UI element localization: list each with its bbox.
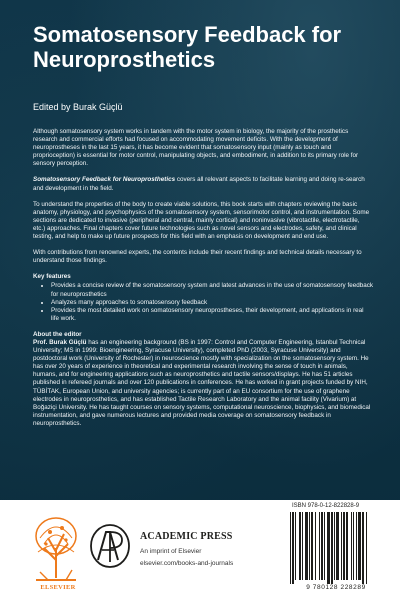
editor-name: Prof. Burak Güçlü bbox=[33, 338, 87, 346]
publisher-imprint: An imprint of Elsevier bbox=[140, 548, 202, 555]
publisher-name: ACADEMIC PRESS bbox=[140, 531, 233, 542]
description-paragraph-1: Although somatosensory system works in tandem with the motor system in biology, the majority of the prosthetics research and commercial efforts had focused on accommodating movement deficits. With the development of neuroprostheses in the last 15 years, it has become evident that somatosensory input (mainly as touch and proprioception) is essential for motor control, manipulating objects, and embodiment, in addition to its primary role for sensory perception. bbox=[33, 128, 359, 168]
back-cover-text bbox=[33, 128, 373, 428]
editor-bio: has an engineering background (BS in 1997: Control and Computer Engineering, Istanbul Technical University; MS in 1999: Bioengineering, Syracuse University), completed PhD (2003, Syracuse University) and postdoctoral work (University of Rochester) in neuroscience mostly with specialization on the somatosensory system. He has over 20 years of experience in theoretical and experimental research involving the sense of touch in animals, humans, and for engineering applications such as neuroprosthetics and tactile sensors/displays. He has 51 articles published in refereed journals and over 120 publications in conferences. He has worked in grant projects funded by NIH, TÜBİTAK, European Union, and university agencies; is currently part of an EU consortium for the use of graphene electrodes in neuroprosthetics, and has established Tactile Research Laboratory and the animal facility (Vivarium) at Boğaziçi University. He has taught courses on sensory systems, computational neuroscience, biophysics, and biomedical instrumentation, and gave numerous lectures and provided media coverage on somatosensory feedback in neuroprosthetics. bbox=[33, 338, 371, 427]
publisher-url: elsevier.com/books-and-journals bbox=[140, 560, 234, 567]
barcode-icon bbox=[288, 512, 384, 584]
book-title-inline: Somatosensory Feedback for Neuroprosthetics bbox=[33, 176, 176, 184]
description-paragraph-4: With contributions from renowned experts, the contents include their recent findings and technical details necessary to understand those findings. bbox=[33, 249, 362, 265]
key-feature-item: • Provides a concise review of the somatosensory system and latest advances in the use of somatosensory feedback for neuroprosthetics bbox=[51, 282, 373, 298]
elsevier-tree-logo-icon bbox=[30, 508, 82, 592]
book-title: Somatosensory Feedback for Neuroprosthetics bbox=[33, 22, 342, 72]
academic-press-logo-icon bbox=[88, 522, 132, 570]
key-features-heading: Key features bbox=[33, 273, 71, 281]
key-feature-item: • Analyzes many approaches to somatosensory feedback bbox=[51, 299, 373, 307]
description-paragraph-3: To understand the properties of the body to create viable solutions, this book starts with chapters reviewing the basic anatomy, physiology, and psychophysics of the somatosensory system, sensorimotor control, and instrumentation. Some sections are dedicated to invasive (peripheral and central, mainly cortical) and noninvasive (vibrotactile, electrotactile, etc.) approaches. Final chapters cover future technologies such as novel sensors and electrodes, safety, and clinical testing, and help to make up future prospects for this field with an emphasis on development and end use. bbox=[33, 200, 370, 241]
editor-line: Edited by Burak Güçlü bbox=[33, 102, 123, 112]
key-feature-item: • Provides the most detailed work on somatosensory neuroprostheses, their development, and applications in real life work. bbox=[51, 307, 373, 323]
about-editor-heading: About the editor bbox=[33, 330, 82, 338]
isbn-label: ISBN 978-0-12-822828-9 bbox=[292, 503, 360, 509]
key-features-list bbox=[33, 282, 373, 322]
description-paragraph-2 bbox=[33, 176, 373, 192]
paragraph-2-text: covers all relevant aspects to facilitate learning and doing re-search and development in the field. bbox=[33, 176, 365, 192]
about-editor-text bbox=[33, 339, 373, 428]
elsevier-wordmark: ELSEVIER bbox=[40, 584, 76, 591]
barcode-digits: 9 780128 228289 bbox=[306, 584, 366, 591]
